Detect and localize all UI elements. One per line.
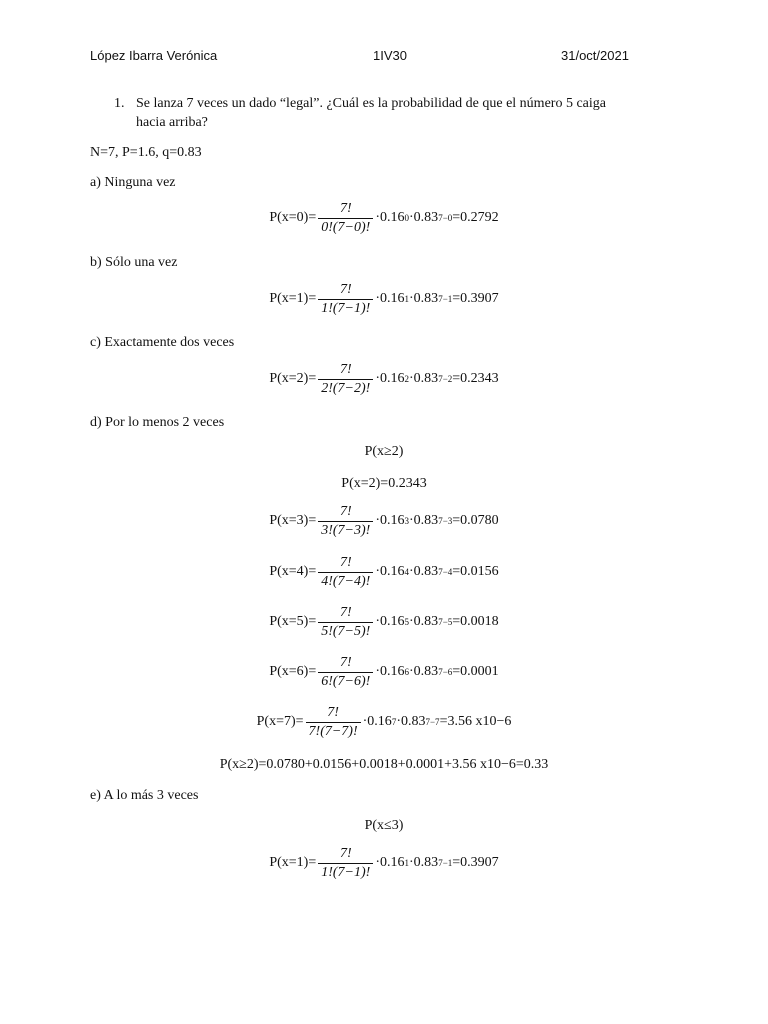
- section-b-label: b) Sólo una vez: [90, 255, 178, 270]
- section-a-label: a) Ninguna vez: [90, 175, 176, 190]
- eq-base: ·0.16: [375, 371, 405, 386]
- eq-base: ·0.16: [375, 614, 405, 629]
- equation-d4: [0, 554, 768, 590]
- student-name: López Ibarra Verónica: [90, 48, 218, 63]
- equation-d3: [0, 503, 768, 539]
- eq-base: ·0.16: [375, 210, 405, 225]
- problem-number: 1.: [114, 96, 125, 111]
- fraction: [318, 201, 373, 236]
- fraction: [318, 362, 373, 397]
- exponent: 3: [404, 516, 410, 526]
- eq-base: ·0.16: [362, 714, 392, 729]
- denominator: 4!(7−4)!: [318, 572, 373, 590]
- exponent: 7−1: [438, 858, 453, 868]
- eq-lhs: P(x=5)=: [269, 614, 317, 629]
- eq-mid: ·0.83: [409, 210, 439, 225]
- eq-mid: ·0.83: [409, 614, 439, 629]
- denominator: 5!(7−5)!: [318, 622, 373, 640]
- denominator: 7!(7−7)!: [306, 722, 361, 740]
- problem-text-line1: Se lanza 7 veces un dado “legal”. ¿Cuál es la probabilidad de que el número 5 caiga: [136, 96, 606, 111]
- eq-result: =0.2792: [452, 210, 499, 225]
- eq-result: =0.0156: [452, 564, 499, 579]
- exponent: 0: [404, 213, 410, 223]
- problem-statement: [114, 94, 674, 132]
- problem-text-line2: hacia arriba?: [136, 115, 208, 130]
- eq-base: ·0.16: [375, 855, 405, 870]
- eq-result: =0.2343: [452, 371, 499, 386]
- exponent: 6: [404, 667, 410, 677]
- group-code: 1IV30: [373, 48, 407, 63]
- equation-d7: [0, 704, 768, 740]
- exponent: 5: [404, 617, 410, 627]
- eq-result: =0.0001: [452, 664, 499, 679]
- parameters: N=7, P=1.6, q=0.83: [90, 145, 202, 160]
- eq-lhs: P(x=3)=: [269, 513, 317, 528]
- denominator: 1!(7−1)!: [318, 299, 373, 317]
- equation-d-head: P(x≥2): [364, 444, 404, 459]
- denominator: 1!(7−1)!: [318, 863, 373, 881]
- equation-d-sum: P(x≥2)=0.0780+0.0156+0.0018+0.0001+3.56 x10−6=0.33: [219, 757, 549, 772]
- exponent: 4: [404, 567, 410, 577]
- exponent: 7−6: [438, 667, 453, 677]
- eq-lhs: P(x=7)=: [256, 714, 304, 729]
- equation-d5: [0, 604, 768, 640]
- eq-base: ·0.16: [375, 664, 405, 679]
- header-date: 31/oct/2021: [561, 48, 629, 63]
- numerator: 7!: [339, 845, 352, 861]
- eq-mid: ·0.83: [409, 664, 439, 679]
- eq-lhs: P(x=2)=: [269, 371, 317, 386]
- numerator: 7!: [327, 704, 339, 720]
- section-c-label: c) Exactamente dos veces: [90, 335, 235, 350]
- exponent: 2: [404, 374, 410, 384]
- eq-result: =0.3907: [452, 855, 499, 870]
- numerator: 7!: [339, 604, 352, 620]
- equation-a: [0, 200, 768, 236]
- exponent: 7−2: [438, 374, 453, 384]
- denominator: 6!(7−6)!: [318, 672, 373, 690]
- exponent: 7−4: [438, 567, 453, 577]
- exponent: 1: [404, 294, 410, 304]
- fraction: [318, 504, 373, 539]
- exponent: 7−0: [438, 213, 453, 223]
- eq-result: =0.3907: [452, 291, 499, 306]
- denominator: 3!(7−3)!: [318, 521, 373, 539]
- eq-lhs: P(x=0)=: [269, 210, 317, 225]
- eq-result: =3.56 x10−6: [439, 714, 512, 729]
- fraction: [318, 605, 373, 640]
- equation-d-p2: P(x=2)=0.2343: [341, 476, 427, 491]
- fraction: [318, 555, 373, 590]
- exponent: 7−1: [438, 294, 453, 304]
- eq-lhs: P(x=1)=: [269, 855, 317, 870]
- eq-mid: ·0.83: [409, 513, 439, 528]
- equation-b: [0, 281, 768, 317]
- exponent: 7−3: [438, 516, 453, 526]
- section-d-label: d) Por lo menos 2 veces: [90, 415, 225, 430]
- numerator: 7!: [339, 654, 352, 670]
- eq-lhs: P(x=4)=: [269, 564, 317, 579]
- eq-mid: ·0.83: [409, 564, 439, 579]
- section-e-label: e) A lo más 3 veces: [90, 788, 199, 803]
- exponent: 7−5: [438, 617, 453, 627]
- numerator: 7!: [339, 554, 352, 570]
- eq-base: ·0.16: [375, 513, 405, 528]
- exponent: 1: [404, 858, 410, 868]
- numerator: 7!: [339, 200, 352, 216]
- equation-c: [0, 361, 768, 397]
- numerator: 7!: [339, 503, 352, 519]
- eq-result: =0.0018: [452, 614, 499, 629]
- exponent: 7: [391, 717, 397, 727]
- eq-lhs: P(x=6)=: [269, 664, 317, 679]
- fraction: [306, 705, 361, 740]
- equation-d6: [0, 654, 768, 690]
- fraction: [318, 655, 373, 690]
- exponent: 7−7: [425, 717, 440, 727]
- eq-base: ·0.16: [375, 291, 405, 306]
- equation-e1: [0, 845, 768, 881]
- eq-mid: ·0.83: [396, 714, 426, 729]
- eq-result: =0.0780: [452, 513, 499, 528]
- denominator: 2!(7−2)!: [318, 379, 373, 397]
- eq-base: ·0.16: [375, 564, 405, 579]
- fraction: [318, 846, 373, 881]
- eq-mid: ·0.83: [409, 371, 439, 386]
- equation-e-head: P(x≤3): [364, 818, 404, 833]
- fraction: [318, 282, 373, 317]
- eq-mid: ·0.83: [409, 291, 439, 306]
- eq-mid: ·0.83: [409, 855, 439, 870]
- numerator: 7!: [339, 281, 352, 297]
- denominator: 0!(7−0)!: [318, 218, 373, 236]
- numerator: 7!: [339, 361, 352, 377]
- eq-lhs: P(x=1)=: [269, 291, 317, 306]
